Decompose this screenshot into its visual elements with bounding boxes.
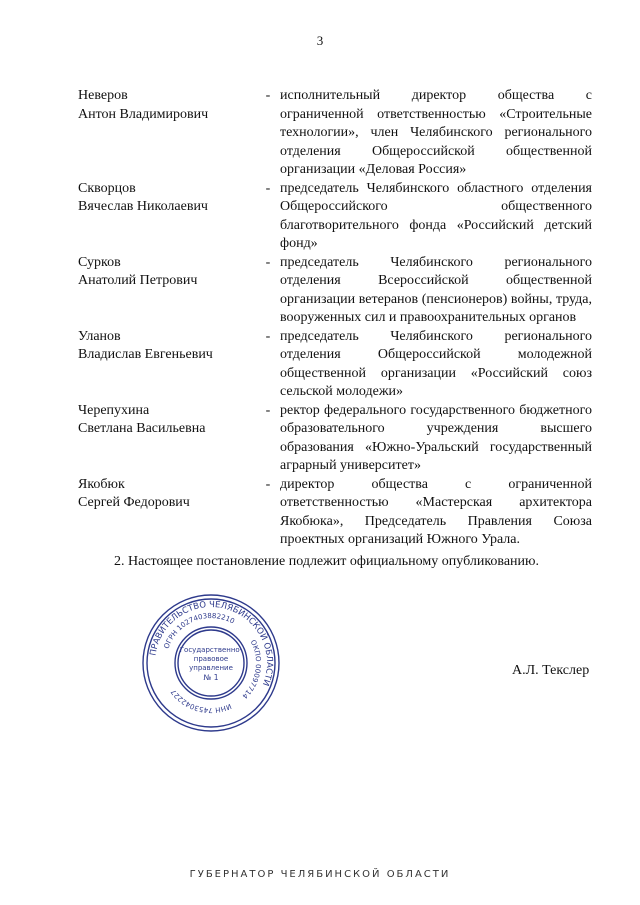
member-surname: Черепухина xyxy=(78,402,150,418)
member-description: исполнительный директор общества с ограниченной ответственностью «Строительные технологии», член Челябинского регионального отделения Общероссийской общественной организации «Деловая Россия» xyxy=(280,88,592,177)
member-given-name: Вячеслав Николаевич xyxy=(78,199,208,214)
member-surname: Сурков xyxy=(78,254,121,270)
member-surname: Скворцов xyxy=(78,180,136,196)
member-dash: - xyxy=(265,476,271,492)
member-entry xyxy=(78,87,592,180)
stamp-inner-line: № 1 xyxy=(203,673,219,682)
member-given-name: Светлана Васильевна xyxy=(78,421,206,436)
member-name xyxy=(78,328,256,402)
member-description: директор общества с ограниченной ответственностью «Мастерская архитектора Якобюка», Председатель Правления Союза проектных организаций Южного Урала. xyxy=(280,476,592,547)
signature-name: А.Л. Текслер xyxy=(512,663,590,678)
member-dash: - xyxy=(265,180,271,196)
member-given-name: Владислав Евгеньевич xyxy=(78,347,213,362)
member-name xyxy=(78,87,256,180)
stamp-inn-text: ИНН 7453042227 xyxy=(169,687,233,715)
member-name xyxy=(78,476,256,550)
member-surname: Якобюк xyxy=(78,476,125,492)
member-name xyxy=(78,402,256,476)
member-dash: - xyxy=(265,254,271,270)
member-given-name: Антон Владимирович xyxy=(78,106,209,122)
member-list xyxy=(78,87,592,550)
official-stamp xyxy=(140,592,282,734)
member-dash: - xyxy=(265,402,271,418)
member-entry xyxy=(78,328,592,402)
stamp-okpo-text: ОКПО 00097714 xyxy=(240,638,263,700)
member-surname: Неверов xyxy=(78,88,128,103)
stamp-inner-line: правовое xyxy=(193,655,229,663)
member-description: председатель Челябинского регионального отделения Всероссийской общественной организации ветеранов (пенсионеров) войны, труда, вооруженных сил и правоохранительных органов xyxy=(280,254,592,325)
stamp-inner-line: Государственно- xyxy=(179,646,243,654)
member-surname: Уланов xyxy=(78,328,121,344)
stamp-inner-line: управление xyxy=(189,664,233,672)
member-entry xyxy=(78,476,592,550)
member-given-name: Анатолий Петрович xyxy=(78,273,198,288)
member-name xyxy=(78,180,256,254)
member-entry xyxy=(78,254,592,328)
stamp-small-ring xyxy=(178,630,244,696)
member-description: ректор федерального государственного бюджетного образовательного учреждения высшего образования «Южно-Уральский государственный аграрный университет» xyxy=(280,402,592,473)
member-name xyxy=(78,254,256,328)
member-entry xyxy=(78,180,592,254)
member-entry xyxy=(78,402,592,476)
publication-paragraph: 2. Настоящее постановление подлежит официальному опубликованию. xyxy=(114,554,539,569)
page-number: 3 xyxy=(316,33,324,48)
member-description: председатель Челябинского регионального отделения Общероссийской молодежной общественной организации «Российский союз сельской молодежи» xyxy=(280,328,592,399)
member-description: председатель Челябинского областного отделения Общероссийского общественного благотворительного фонда «Российский детский фонд» xyxy=(280,180,592,251)
stamp-outer-text: ПРАВИТЕЛЬСТВО ЧЕЛЯБИНСКОЙ ОБЛАСТИ xyxy=(148,599,275,688)
member-given-name: Сергей Федорович xyxy=(78,495,190,510)
member-dash: - xyxy=(265,328,271,344)
stamp-ogrn-text: ОГРН 1027403882210 xyxy=(162,611,236,650)
footer-title: ГУБЕРНАТОР ЧЕЛЯБИНСКОЙ ОБЛАСТИ xyxy=(189,869,451,880)
stamp-inner-ring xyxy=(175,627,247,699)
member-dash: - xyxy=(265,88,271,103)
